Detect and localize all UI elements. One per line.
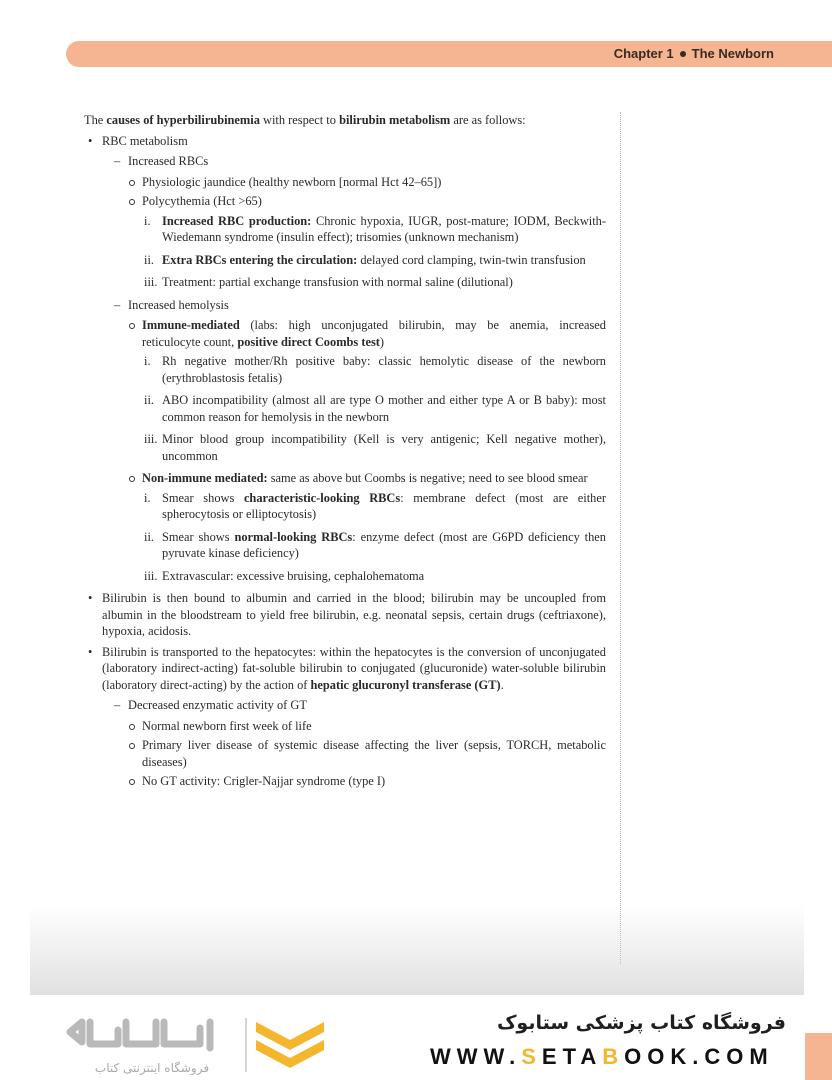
list-item-non-immune-iii bbox=[144, 568, 606, 585]
list-item-non-immune-i bbox=[144, 490, 606, 523]
list-item-poly-ii bbox=[144, 252, 606, 269]
text-run: Minor blood group incompatibility (Kell is very antigenic; Kell negative mother), uncommon bbox=[162, 432, 606, 463]
list-number: ii. bbox=[144, 252, 154, 267]
list-item-text bbox=[162, 569, 424, 583]
list-item-text: Primary liver disease of systemic disease affecting the liver (sepsis, TORCH, metabolic diseases) bbox=[142, 738, 606, 769]
list-item-gt-liver-disease bbox=[128, 737, 606, 770]
list-item-physiologic-jaundice bbox=[128, 174, 606, 191]
list-number: i. bbox=[144, 490, 151, 505]
bold-term: normal-looking RBCs bbox=[234, 529, 353, 544]
list-item-immune-i bbox=[144, 353, 606, 386]
list-item-text bbox=[162, 432, 606, 463]
text-run: ABO incompatibility (almost all are type O mother and either type A or B baby): most common reason for hemolysis in the newborn bbox=[162, 393, 606, 424]
bold-term: characteristic-looking RBCs bbox=[243, 490, 401, 505]
list-item-text bbox=[162, 491, 606, 522]
list-item-text bbox=[142, 471, 588, 485]
list-item-gt-normal-newborn bbox=[128, 718, 606, 735]
text-run: (labs: high unconjugated bilirubin, may be anemia, increased reticulocyte count, bbox=[142, 318, 606, 349]
url-part-accent: S bbox=[521, 1044, 542, 1069]
list-item-immune-iii bbox=[144, 431, 606, 464]
bold-term: Extra RBCs entering the circulation: bbox=[162, 252, 358, 267]
list-item-text bbox=[162, 253, 586, 267]
text-run: : enzyme defect (most are G6PD deficiency then pyruvate kinase deficiency) bbox=[162, 529, 606, 560]
logo-tagline: فروشگاه اینترنتی کتاب bbox=[94, 1061, 210, 1075]
list-item-text: Polycythemia (Hct >65) bbox=[142, 194, 262, 208]
bold-term: causes of hyperbilirubinemia bbox=[106, 113, 260, 127]
list-item-text: Normal newborn first week of life bbox=[142, 718, 312, 733]
margin-rule bbox=[620, 112, 621, 964]
page-edge-tab bbox=[805, 1033, 832, 1080]
list-item-text: Physiologic jaundice (healthy newborn [normal Hct 42–65]) bbox=[142, 174, 442, 189]
list-item-immune-ii bbox=[144, 392, 606, 425]
list-number: i. bbox=[144, 213, 151, 228]
list-item-text: No GT activity: Crigler-Najjar syndrome (type I) bbox=[142, 774, 386, 788]
list-item-hepatocytes bbox=[86, 644, 606, 694]
list-item-text: Increased hemolysis bbox=[128, 297, 229, 312]
text-run: Bilirubin is transported to the hepatocytes: within the hepatocytes is the conversion of unconjugated (laboratory indirect-acting) fat-soluble bilirubin to conjugated (glucuronide) water-soluble bilirubin (laboratory direct-acting) by the action of bbox=[102, 644, 606, 692]
page-body bbox=[84, 112, 606, 793]
list-item-text bbox=[162, 275, 513, 289]
text-run: Extravascular: excessive bruising, cephalohematoma bbox=[162, 568, 425, 583]
list-item-poly-iii bbox=[144, 274, 606, 291]
list-item-increased-hemolysis bbox=[114, 297, 606, 314]
list-number: iii. bbox=[144, 432, 158, 446]
list-item-text bbox=[162, 354, 606, 385]
list-item-text bbox=[162, 530, 606, 561]
store-name: فروشگاه کتاب پزشکی ستابوک bbox=[496, 1012, 786, 1034]
list-item-text: Increased RBCs bbox=[128, 154, 209, 168]
bold-term: positive direct Coombs test bbox=[237, 334, 380, 349]
list-number: ii. bbox=[144, 529, 154, 544]
text-run: Smear shows bbox=[162, 529, 235, 544]
text-run: with respect to bbox=[259, 113, 340, 127]
list-item-text bbox=[102, 645, 606, 692]
chapter-number: Chapter 1 bbox=[613, 46, 674, 61]
text-run: Rh negative mother/Rh positive baby: classic hemolytic disease of the newborn (erythroblastosis fetalis) bbox=[162, 354, 606, 385]
list-item-polycythemia bbox=[128, 193, 606, 210]
text-run: Treatment: partial exchange transfusion with normal saline (dilutional) bbox=[162, 275, 513, 289]
text-run: ) bbox=[379, 334, 385, 349]
chapter-header-bar bbox=[66, 41, 832, 67]
list-number: iii. bbox=[144, 568, 158, 583]
list-item-text bbox=[142, 318, 606, 349]
list-item-text: RBC metabolism bbox=[102, 133, 188, 148]
text-run: same as above but Coombs is negative; need to see blood smear bbox=[267, 471, 588, 485]
text-run: delayed cord clamping, twin-twin transfusion bbox=[357, 252, 586, 267]
url-part: WWW. bbox=[430, 1044, 522, 1069]
list-item-text bbox=[162, 393, 606, 424]
bold-term: hepatic glucuronyl transferase (GT) bbox=[310, 677, 501, 692]
bold-term: Immune-mediated bbox=[142, 318, 240, 332]
list-item-albumin bbox=[86, 590, 606, 640]
list-number: i. bbox=[144, 354, 151, 368]
text-run: : membrane defect (most are either spherocytosis or elliptocytosis) bbox=[162, 490, 606, 521]
bold-term: Increased RBC production: bbox=[162, 213, 312, 228]
url-part: ETA bbox=[541, 1044, 603, 1069]
text-run: Chronic hypoxia, IUGR, post-mature; IODM, Beckwith-Wiedemann syndrome (insulin effect); trisomies (unknown mechanism) bbox=[162, 213, 606, 244]
list-number: iii. bbox=[144, 275, 158, 289]
list-item-immune-mediated bbox=[128, 317, 606, 350]
setabook-logo-icon bbox=[60, 1010, 340, 1080]
bold-term: bilirubin metabolism bbox=[339, 113, 451, 127]
text-run: Smear shows bbox=[162, 490, 244, 505]
store-url[interactable] bbox=[430, 1044, 774, 1070]
list-number: ii. bbox=[144, 393, 154, 407]
text-run: The bbox=[84, 113, 107, 127]
chapter-title: The Newborn bbox=[691, 46, 774, 61]
bullet-dot-icon bbox=[680, 51, 686, 57]
list-item-text: Bilirubin is then bound to albumin and carried in the blood; bilirubin may be uncoupled from albumin in the bloodstream to yield free bilirubin, e.g. neonatal sepsis, certain drugs (ceftriaxone), hypoxia, acidosis. bbox=[102, 591, 606, 638]
url-part-accent: B bbox=[602, 1044, 625, 1069]
list-item-non-immune bbox=[128, 470, 606, 487]
intro-paragraph bbox=[84, 112, 606, 129]
list-item-rbc-metabolism bbox=[86, 133, 606, 150]
text-run: are as follows: bbox=[450, 113, 526, 127]
bold-term: Non-immune mediated: bbox=[142, 471, 268, 485]
url-part: OOK.COM bbox=[624, 1044, 774, 1069]
list-item-decreased-gt bbox=[114, 697, 606, 714]
list-item-increased-rbcs bbox=[114, 153, 606, 170]
list-item-gt-crigler-najjar bbox=[128, 773, 606, 790]
chapter-header-text bbox=[614, 46, 774, 61]
list-item-non-immune-ii bbox=[144, 529, 606, 562]
list-item-text: Decreased enzymatic activity of GT bbox=[128, 698, 307, 712]
text-run: . bbox=[500, 677, 504, 692]
list-item-text bbox=[162, 214, 606, 245]
page-edge-shadow bbox=[30, 905, 804, 995]
list-item-poly-i bbox=[144, 213, 606, 246]
